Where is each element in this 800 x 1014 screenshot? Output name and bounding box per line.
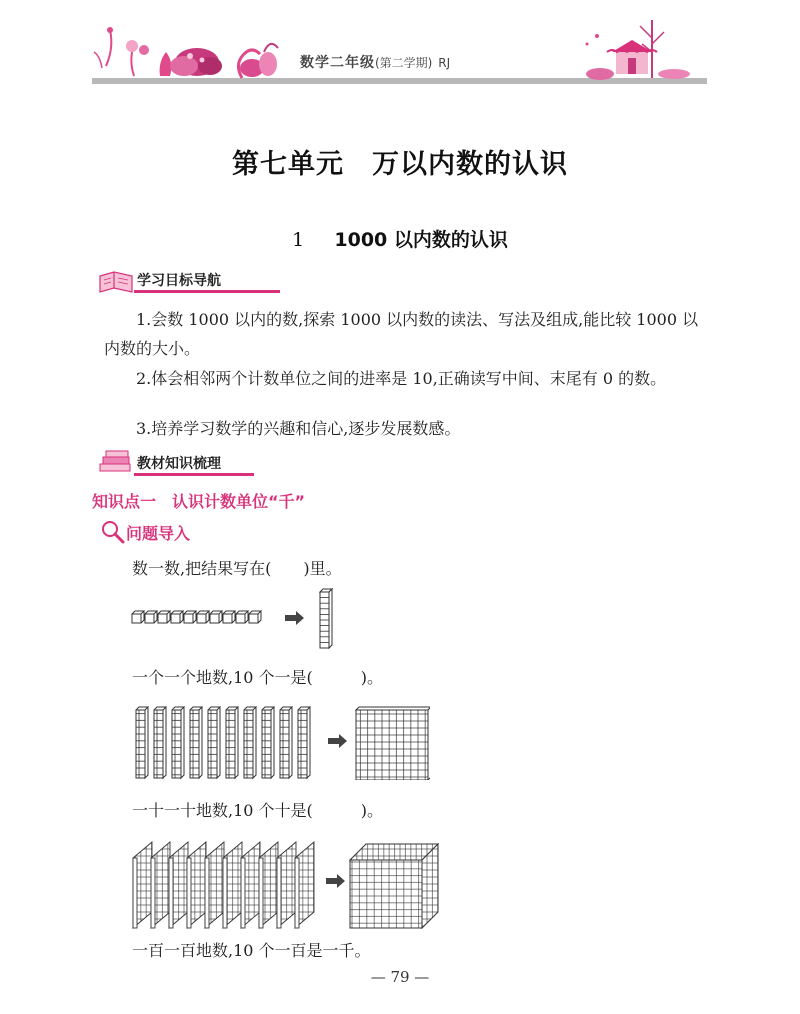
lesson-name: 1000 以内数的认识: [334, 229, 508, 251]
book-icon: [96, 268, 136, 296]
unit-title: 第七单元 万以内数的认识: [232, 149, 568, 180]
rods-to-flat-figure: [130, 700, 430, 780]
count-prompt: 数一数,把结果写在( )里。: [132, 559, 342, 578]
house-decoration-right: [586, 20, 691, 80]
term-label: (第二学期): [375, 56, 433, 70]
flower-decoration-left: [94, 27, 278, 78]
knowledge-point-title: 知识点一 认识计数单位“千”: [92, 492, 306, 511]
magnifier-icon: [100, 519, 126, 545]
knowledge-underline: [134, 473, 254, 476]
objective-item-3: 3.培养学习数学的兴趣和信心,逐步发展数感。: [136, 419, 461, 438]
objectives-underline: [134, 290, 280, 293]
count-hundreds-line: 一百一百地数,10 个一百是一千。: [132, 941, 371, 960]
intro-label: 问题导入: [126, 524, 191, 543]
books-stack-icon: [96, 450, 136, 476]
objectives-heading: 学习目标导航: [137, 273, 221, 289]
knowledge-heading: 教材知识梳理: [137, 456, 221, 472]
edition-label: RJ: [438, 56, 451, 70]
arrow-icon: [328, 734, 347, 748]
book-title: 数学二年级: [300, 55, 375, 71]
lesson-title: [0, 225, 800, 252]
cubes-to-rod-figure: [130, 586, 340, 650]
count-tens-line: 一十一十地数,10 个十是( )。: [132, 801, 384, 820]
lesson-number: 1: [292, 229, 305, 251]
flats-to-cube-figure: [130, 828, 440, 930]
arrow-icon: [285, 611, 304, 625]
count-ones-line: 一个一个地数,10 个一是( )。: [132, 668, 384, 687]
objective-item-1: 1.会数 1000 以内的数,探索 1000 以内数的读法、写法及组成,能比较 1000 以内数的大小。: [104, 310, 699, 358]
header-title: [300, 52, 450, 72]
arrow-icon: [326, 874, 345, 888]
page-number: — 79 —: [370, 968, 430, 986]
objective-item-2: 2.体会相邻两个计数单位之间的进率是 10,正确读写中间、末尾有 0 的数。: [136, 369, 667, 388]
